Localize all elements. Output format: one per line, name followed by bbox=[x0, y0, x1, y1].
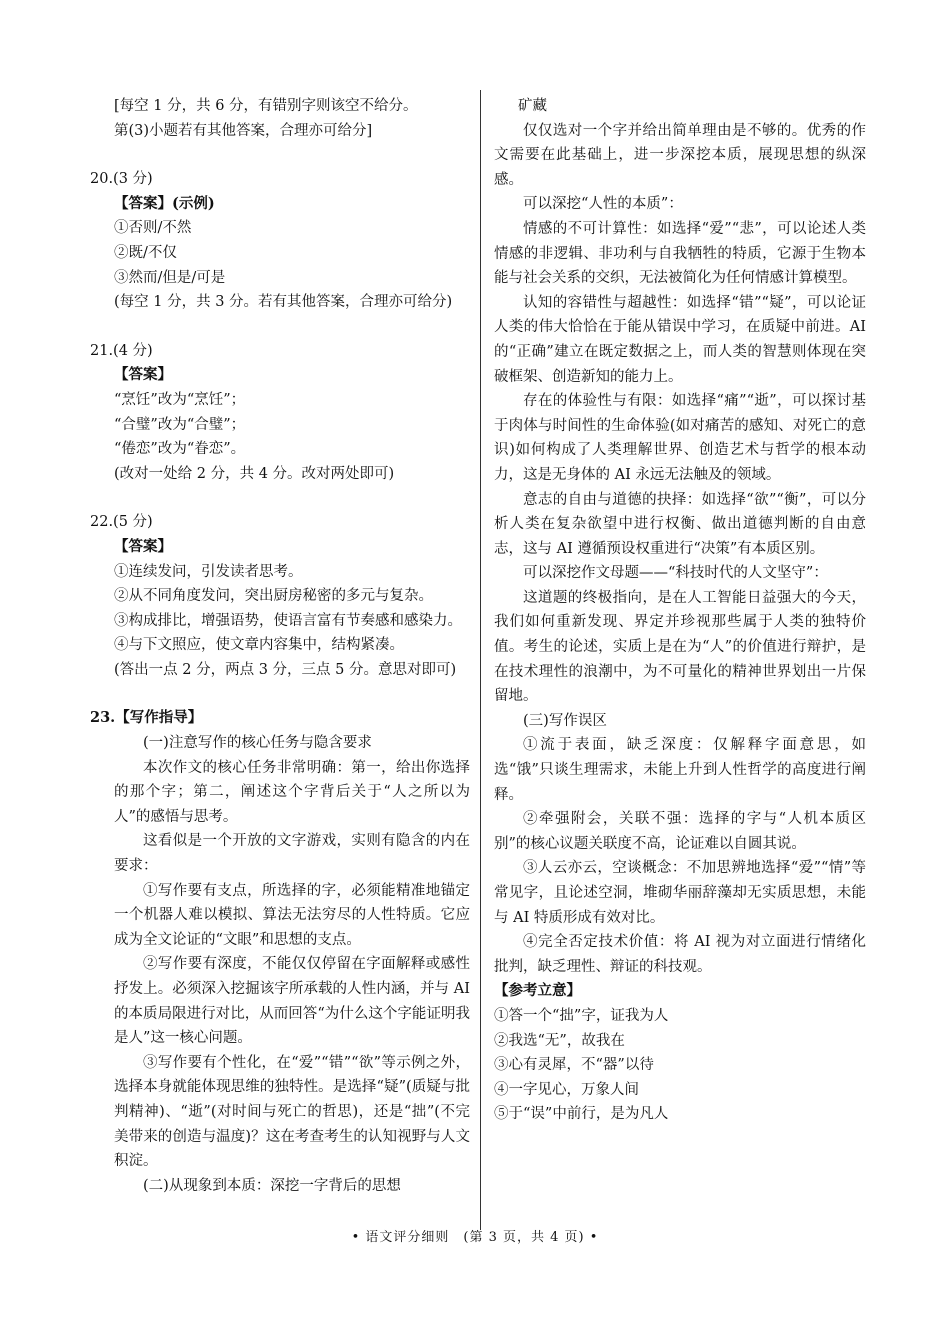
column-divider bbox=[480, 90, 481, 1230]
question-20 bbox=[90, 167, 470, 315]
page-footer: • 语文评分细则 (第 3 页，共 4 页) • bbox=[351, 1230, 599, 1245]
answer-line: ②从不同角度发问，突出厨房秘密的多元与复杂。 bbox=[114, 588, 433, 605]
answer-line: ④与下文照应，使文章内容集中，结构紧凑。 bbox=[114, 637, 404, 654]
answer-line: ③构成排比，增强语势，使语言富有节奏感和感染力。 bbox=[114, 612, 462, 629]
paragraph: 存在的体验性与有限：如选择“痛”“逝”，可以探讨基于肉体与时间性的生命体验(如对痛苦的感知、对死亡的意识)如何构成了人类理解世界、创造艺术与哲学的根本动力，这是无身体的 AI 永远无法触及的领域。 bbox=[494, 393, 866, 483]
question-21 bbox=[90, 339, 470, 487]
question-22 bbox=[90, 510, 470, 682]
writing-guide-heading bbox=[90, 706, 470, 731]
answer-line: “烹饪”改为“烹饪”； bbox=[114, 391, 246, 408]
paragraph: 本次作文的核心任务非常明确：第一，给出你选择的那个字；第二，阐述这个字背后关于“人之所以为人”的感悟与思考。 bbox=[114, 759, 470, 825]
paragraph: 情感的不可计算性：如选择“爱”“悲”，可以论述人类情感的非逻辑、非功利与自我牺牲的特质，它源于生物本能与社会关系的交织，无法被简化为任何情感计算模型。 bbox=[494, 220, 866, 287]
paragraph: ③人云亦云，空谈概念：不加思辨地选择“爱”“情”等常见字，且论述空洞，堆砌华丽辞藻却无实质思想，未能与 AI 特质形成有效对比。 bbox=[494, 860, 866, 926]
paragraph: ③写作要有个性化，在“爱”“错”“欲”等示例之外，选择本身就能体现思维的独特性。是选择“疑”(质疑与批判精神)、“逝”(对时间与死亡的哲思)，还是“拙”(不完美带来的创造与温度)？这在考查考生的认知视野与人文积淀。 bbox=[114, 1054, 470, 1170]
answer-heading: 【答案】(示例) bbox=[114, 194, 215, 212]
question-number: 22.(5 分) bbox=[90, 514, 153, 531]
note-line: [每空 1 分，共 6 分，有错别字则该空不给分。 bbox=[114, 98, 418, 114]
paragraph: 认知的容错性与超越性：如选择“错”“疑”，可以论证人类的伟大恰恰在于能从错误中学习，在质疑中前进。AI 的“正确”建立在既定数据之上，而人类的智慧则体现在突破框架、创造新知的能力上。 bbox=[494, 294, 866, 385]
paragraph: ①写作要有支点，所选择的字，必须能精准地锚定一个机器人难以模拟、算法无法穷尽的人性特质。它应成为全文论证的“文眼”和思想的支点。 bbox=[114, 882, 470, 948]
q19-note bbox=[90, 94, 470, 143]
reference-item: ④一字见心，万象人间 bbox=[494, 1081, 639, 1098]
right-column bbox=[494, 94, 866, 1127]
note-line: 第(3)小题若有其他答案，合理亦可给分] bbox=[114, 122, 373, 139]
scoring-note: (每空 1 分，共 3 分。若有其他答案，合理亦可给分) bbox=[114, 294, 453, 311]
reference-item: ③心有灵犀，不“器”以待 bbox=[494, 1057, 654, 1074]
answer-line: “合璧”改为“合璧”； bbox=[114, 416, 246, 433]
answer-line: ①连续发问，引发读者思考。 bbox=[114, 563, 303, 580]
section-heading: (一)注意写作的核心任务与隐含要求 bbox=[143, 735, 372, 752]
scoring-note: (答出一点 2 分，两点 3 分，三点 5 分。意思对即可) bbox=[114, 661, 457, 678]
paragraph: 这道题的终极指向，是在人工智能日益强大的今天，我们如何重新发现、界定并珍视那些属于人类的独特价值。考生的论述，实质上是在为“人”的价值进行辩护，是在技术理性的浪潮中，为不可量化的精神世界划出一片保留地。 bbox=[494, 589, 866, 705]
paragraph: 这看似是一个开放的文字游戏，实则有隐含的内在要求： bbox=[114, 833, 470, 875]
answer-line: ①否则/不然 bbox=[114, 220, 192, 237]
paragraph: 仅仅选对一个字并给出简单理由是不够的。优秀的作文需要在此基础上，进一步深挖本质，展现思想的纵深感。 bbox=[494, 122, 866, 188]
question-number: 20.(3 分) bbox=[90, 171, 153, 188]
paragraph: ②写作要有深度，不能仅仅停留在字面解释或感性抒发上。必须深入挖掘该字所承载的人性内涵，并与 AI 的本质局限进行对比，从而回答“为什么这个字能证明我是人”这一核心问题。 bbox=[114, 956, 470, 1047]
answer-line: ③然而/但是/可是 bbox=[114, 269, 226, 286]
guide-title: 【写作指导】 bbox=[115, 709, 203, 727]
reference-item: ②我选“无”，故我在 bbox=[494, 1032, 625, 1049]
question-number: 23. bbox=[90, 709, 116, 727]
scoring-note: (改对一处给 2 分，共 4 分。改对两处即可) bbox=[114, 465, 395, 482]
paragraph-continuation: 矿藏 bbox=[518, 98, 547, 114]
question-23 bbox=[90, 706, 470, 1198]
answer-heading: 【答案】 bbox=[114, 366, 172, 384]
reference-item: ⑤于“误”中前行，是为凡人 bbox=[494, 1106, 669, 1123]
answer-heading: 【答案】 bbox=[114, 537, 172, 555]
paragraph: 意志的自由与道德的抉择：如选择“欲”“衡”，可以分析人类在复杂欲望中进行权衡、做出道德判断的自由意志，这与 AI 遵循预设权重进行“决策”有本质区别。 bbox=[494, 491, 866, 557]
reference-heading: 【参考立意】 bbox=[494, 982, 581, 1000]
paragraph: ①流于表面，缺乏深度：仅解释字面意思，如选“饿”只谈生理需求，未能上升到人性哲学的高度进行阐释。 bbox=[494, 737, 866, 803]
section-heading: (三)写作误区 bbox=[523, 712, 607, 729]
section-heading: (二)从现象到本质：深挖一字背后的思想 bbox=[143, 1177, 401, 1194]
paragraph: 可以深挖“人性的本质”： bbox=[523, 196, 683, 213]
paragraph: ④完全否定技术价值：将 AI 视为对立面进行情绪化批判，缺乏理性、辩证的科技观。 bbox=[494, 934, 866, 975]
answer-line: “倦恋”改为“眷恋”。 bbox=[114, 441, 246, 458]
paragraph: 可以深挖作文母题——“科技时代的人文坚守”： bbox=[523, 565, 828, 582]
left-column bbox=[90, 94, 470, 1198]
paragraph: ②牵强附会，关联不强：选择的字与“人机本质区别”的核心议题关联度不高，论证难以自圆其说。 bbox=[494, 811, 866, 852]
reference-item: ①答一个“拙”字，证我为人 bbox=[494, 1007, 669, 1024]
answer-line: ②既/不仅 bbox=[114, 244, 177, 261]
question-number: 21.(4 分) bbox=[90, 342, 153, 359]
